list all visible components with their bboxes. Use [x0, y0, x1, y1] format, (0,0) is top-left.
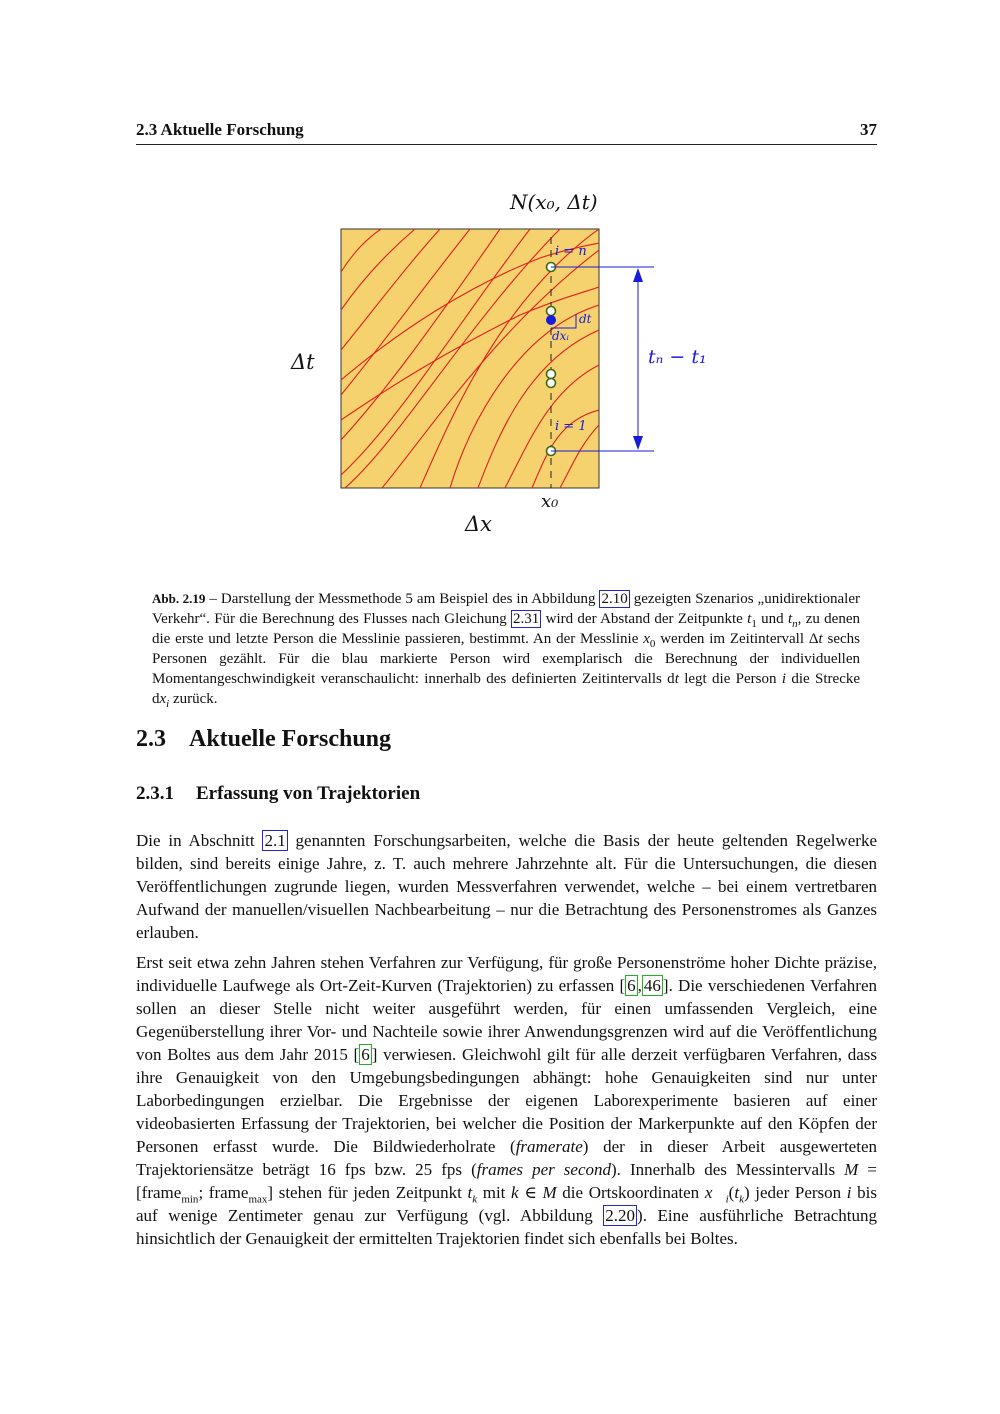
label-i-1: i = 1 — [555, 419, 587, 434]
subsection-title — [136, 783, 420, 805]
paragraph-1: Die in Abschnitt 2.1 genannten Forschungsarbeiten, welche die Basis der heute geltenden Regelwerke bilden, sind bereits einige Jahre, z. T. auch mehrere Jahrzehnte alt. Für die Untersuchungen, die diesen Veröffentlichungen zugrunde liegen, wurden Messverfahren verwendet, welche – bei einem vertretbaren Aufwand der manuellen/visuellen Nachbearbeitung – nur die Betrachtung des Personenstromes als Ganzes erlauben. — [136, 831, 877, 942]
label-delta-x: Δx — [465, 512, 493, 536]
label-N: N(x₀, Δt) — [510, 190, 598, 214]
citation-link[interactable]: 46 — [643, 976, 661, 995]
figure-measurement-method — [0, 0, 1000, 560]
figure-box — [341, 229, 599, 488]
citation-link[interactable]: 6 — [361, 1045, 370, 1064]
section-title — [136, 726, 391, 753]
section-title-text: Aktuelle Forschung — [189, 726, 392, 752]
citation-link[interactable]: 6 — [627, 976, 636, 995]
caption-label: Abb. 2.19 — [152, 591, 206, 606]
label-dxi: dxᵢ — [552, 329, 569, 343]
label-dt: dt — [579, 312, 592, 326]
equation-ref-link[interactable]: 2.31 — [513, 611, 540, 627]
arrow-up — [633, 268, 643, 282]
arrow-down — [633, 436, 643, 450]
highlighted-person-marker — [546, 315, 556, 325]
page-number: 37 — [860, 120, 877, 139]
subsection-number: 2.3.1 — [136, 783, 174, 804]
section-number: 2.3 — [136, 726, 166, 752]
paragraph-2: Erst seit etwa zehn Jahren stehen Verfahren zur Verfügung, für große Personenströme hoher Dichte präzise, individuelle Laufwege als Ort-Zeit-Kurven (Trajektorien) zu erfassen [ 6 , 46 ]. Die verschiedenen Verfahren sollen an dieser Stelle nicht weiter ausgeführt werden, für einen umfassenden Vergleich, eine Gegenüberstellung ihrer Vor- und Nachteile sowie ihrer Anwendungsgrenzen wird auf die Veröffentlichung von Boltes aus dem Jahr 2015 [ 6 ] verwiesen. Gleichwohl gilt für alle derzeit verfügbaren Verfahren, dass ihre Genauigkeit von den Umgebungsbedingungen abhängt: hohe Genauigkeiten sind nur unter Laborbedingungen erzielbar. Die Ergebnisse der eigenen Laborexperimente basieren auf einer videobasierten Erfassung der Trajektorien, bei welcher die Position der Markerpunkte auf den Köpfen der Personen erfasst wurde. Die Bildwiederholrate (framerate) der in dieser Arbeit ausgewerteten Trajektoriensätze beträgt 16 fps bzw. 25 fps (frames per second). Innerhalb des Messintervalls M = [frame$_{min}$; frame$_{max}$] stehen für jeden Zeitpunkt $t_k$ mit k ∈ M die Ortskoordinaten $x⃗_i(t_k)$ jeder Person i bis auf wenige Zentimeter genau zur Verfügung (vgl. Abbildung 2.20 ). Eine ausführliche Betrachtung hinsichtlich der Genauigkeit der ermittelten Trajektorien findet sich ebenfalls bei Boltes. — [136, 953, 878, 1248]
label-x0: x₀ — [541, 491, 559, 512]
running-head-section: 2.3 Aktuelle Forschung — [136, 120, 304, 139]
figure-caption: Abb. 2.19 – Darstellung der Messmethode 5 am Beispiel des in Abbildung 2.10 gezeigten Szenarios „unidirektionaler Verkehr“. Für die Berechnung des Flusses nach Gleichung 2.31 wird der Abstand der Zeitpunkte $t_1$ und $t_n$, zu denen die erste und letzte Person die Messlinie passieren, bestimmt. An der Messlinie $x_0$ werden im Zeitintervall Δt sechs Personen gezählt. Für die blau markierte Person wird exemplarisch die Berechnung der individuellen Momentangeschwindigkeit veranschaulicht: innerhalb des definierten Zeitintervalls dt legt die Person i die Strecke $dx_i$ zurück. — [152, 591, 861, 710]
section-ref-link[interactable]: 2.1 — [264, 831, 286, 850]
label-tn-minus-t1: tₙ − t₁ — [648, 346, 707, 368]
figure-ref-link[interactable]: 2.20 — [605, 1206, 636, 1225]
label-i-n: i = n — [555, 244, 587, 259]
label-delta-t: Δt — [291, 350, 315, 374]
subsection-title-text: Erfassung von Trajektorien — [196, 783, 421, 804]
figure-ref-link[interactable]: 2.10 — [601, 591, 628, 607]
